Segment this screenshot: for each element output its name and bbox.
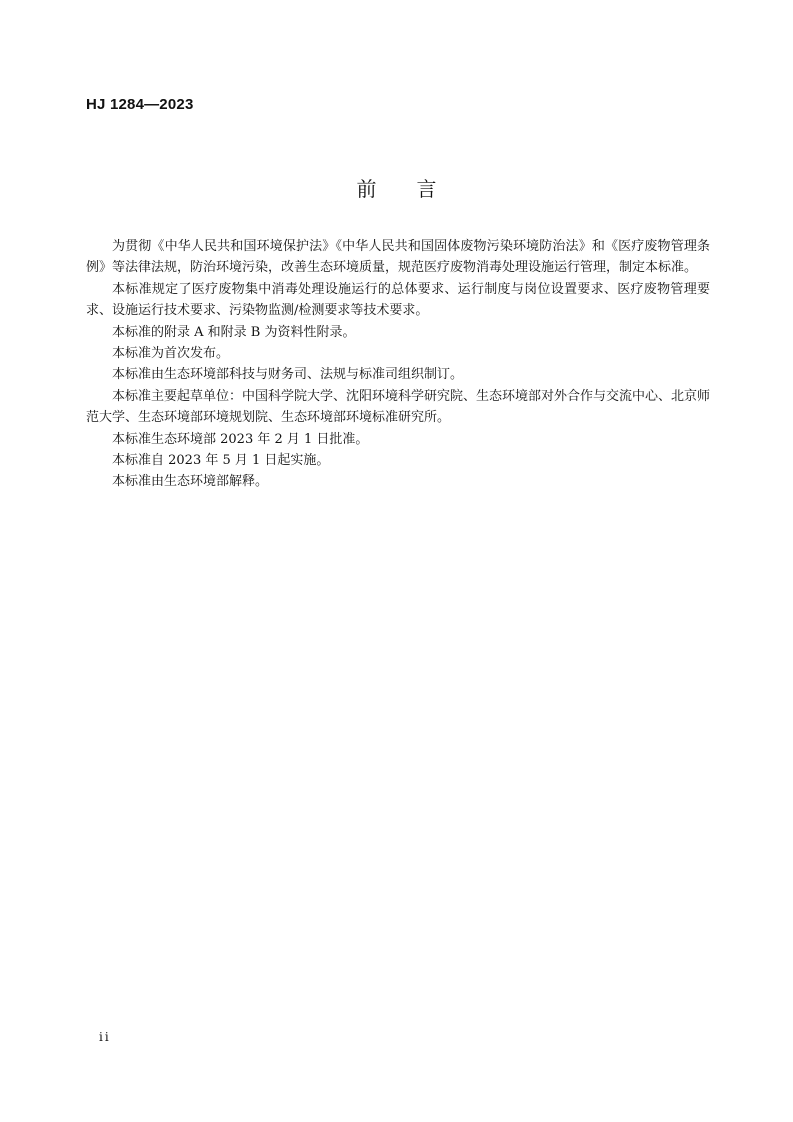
paragraph-scope: 本标准规定了医疗废物集中消毒处理设施运行的总体要求、运行制度与岗位设置要求、医疗废物管理要求、设施运行技术要求、污染物监测/检测要求等技术要求。 — [86, 281, 710, 319]
paragraph-first-release: 本标准为首次发布。 — [112, 346, 230, 362]
paragraph-approval: 本标准生态环境部 2023 年 2 月 1 日批准。 — [112, 431, 369, 447]
paragraph-effective-date: 本标准自 2023 年 5 月 1 日起实施。 — [112, 453, 330, 469]
standard-code: HJ 1284—2023 — [86, 96, 194, 113]
paragraph-organizer: 本标准由生态环境部科技与财务司、法规与标准司组织制订。 — [112, 367, 464, 383]
page-number: ii — [99, 1030, 111, 1044]
paragraph-purpose: 为贯彻《中华人民共和国环境保护法》《中华人民共和国固体废物污染环境防治法》和《医疗废物管理条例》等法律法规，防治环境污染，改善生态环境质量，规范医疗废物消毒处理设施运行管理，制定本标准。 — [86, 239, 710, 276]
paragraph-appendix: 本标准的附录 A 和附录 B 为资料性附录。 — [112, 324, 356, 340]
foreword-body — [86, 236, 710, 493]
paragraph-interpretation: 本标准由生态环境部解释。 — [112, 474, 269, 490]
paragraph-drafters: 本标准主要起草单位：中国科学院大学、沈阳环境科学研究院、生态环境部对外合作与交流中心、北京师范大学、生态环境部环境规划院、生态环境部环境标准研究所。 — [86, 388, 711, 426]
page-title: 前言 — [356, 177, 477, 201]
